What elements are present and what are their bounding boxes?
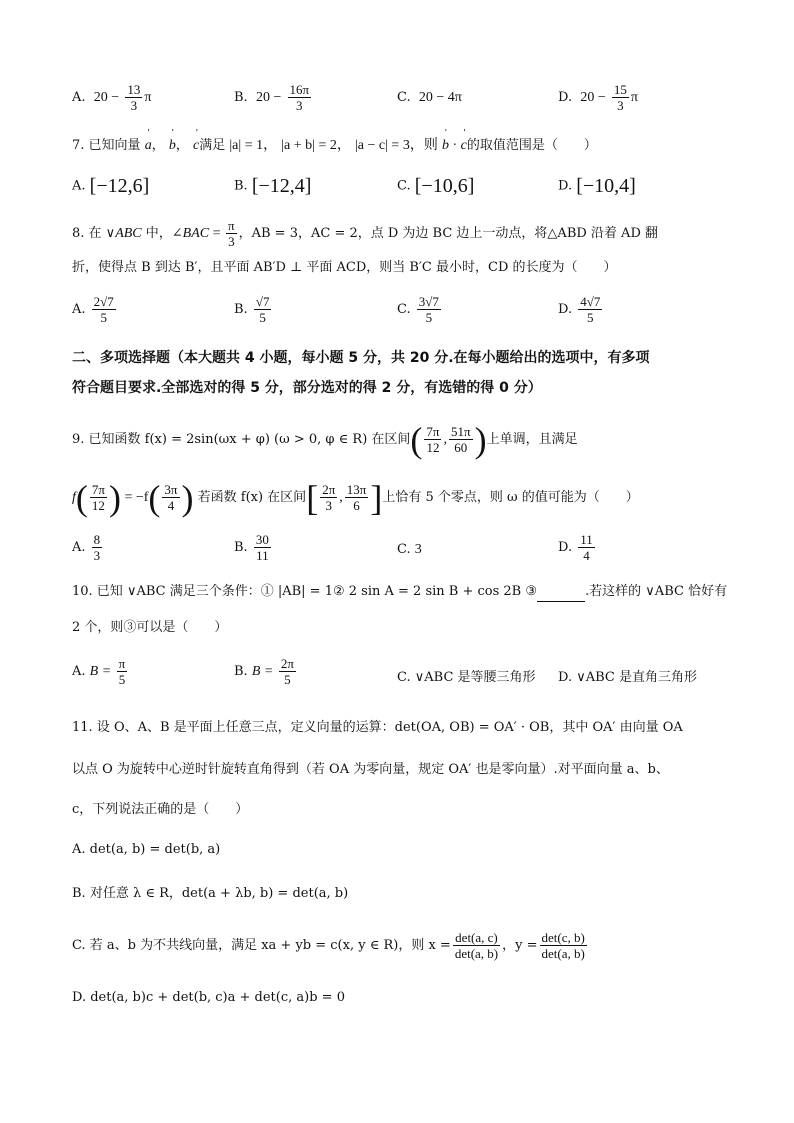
q9-option-c[interactable]: C. 3 <box>397 542 422 557</box>
q7-stem: 7. 已知向量 ' a， ' b， ' c满足 |a| = 1， |a + b| = 2， |a − c| = 3，则 ' b · ' c的取值范围是（ ） <box>72 136 597 156</box>
q10-option-c[interactable]: C. ∨ABC 是等腰三角形 <box>397 670 536 685</box>
vector-a: ' a <box>145 136 152 156</box>
q7-option-d[interactable]: D. [−10,4] <box>558 175 636 197</box>
q7-option-b[interactable]: B. [−12,4] <box>234 175 312 197</box>
q6-option-d[interactable]: D. 20 − $\frac{15}{3}$ π <box>558 82 638 113</box>
q10-stem-line2: 2 个，则③可以是（ ） <box>72 620 228 635</box>
q6-option-c[interactable]: C. 20 − 4π <box>397 90 462 105</box>
q6-option-a[interactable]: A. 20 − $\frac{13}{3}$ π <box>72 82 152 113</box>
q6-option-b[interactable]: B. 20 − $\frac{16\pi}{3}$ <box>234 82 310 113</box>
section-2-heading-line2: 符合题目要求.全部选对的得 5 分，部分选对的得 2 分，有选错的得 0 分） <box>72 380 542 396</box>
q10-option-d[interactable]: D. ∨ABC 是直角三角形 <box>558 670 698 685</box>
q6-d-fraction: $\frac{15}{3}$ <box>613 82 627 113</box>
q8-pi-over-3: $\frac{\pi}{3}$ <box>228 218 235 249</box>
q11-stem-line1: 11. 设 O、A、B 是平面上任意三点，定义向量的运算：det(OA, OB) = OA′ · OB，其中 OA′ 由向量 OA <box>72 720 683 735</box>
q9-option-b[interactable]: B. $\frac{30}{11}$ <box>234 532 269 563</box>
q6-a-fraction: $\frac{13}{3}$ <box>127 82 141 113</box>
q11-option-c[interactable]: C. 若 a、b 为不共线向量，满足 xa + yb = c(x, y ∈ R)，则 x = $\frac{\det(a, c)}{\det(a, b)}$ ，y = $\frac{\det(c, b)}{\det(a, b)}$ <box>72 930 585 961</box>
q9-option-d[interactable]: D. $\frac{11}{4}$ <box>558 532 593 563</box>
q11-option-d[interactable]: D. det(a, b)c + det(b, c)a + det(c, a)b = 0 <box>72 990 345 1005</box>
q6-b-fraction: $\frac{16\pi}{3}$ <box>289 82 310 113</box>
q11-option-a[interactable]: A. det(a, b) = det(b, a) <box>72 842 221 857</box>
q10-option-b[interactable]: B. B = $\frac{2\pi}{5}$ <box>234 656 294 687</box>
q9-stem-line2: f( $\frac{7\pi}{12}$ ) = −f( $\frac{3\pi}{4}$ ) 若函数 f(x) 在区间[ $\frac{2\pi}{3}$ , $\frac{13\pi}{6}$ ]上恰有 5 个零点，则 ω 的值可能为（ ） <box>72 477 639 518</box>
q8-stem-line1: 8. 在 ∨ABC 中，∠BAC = $\frac{\pi}{3}$ ，AB = 3，AC = 2，点 D 为边 BC 边上一动点，将△ABD 沿着 AD 翻 <box>72 218 659 249</box>
q11-option-b[interactable]: B. 对任意 λ ∈ R，det(a + λb, b) = det(a, b) <box>72 886 349 901</box>
vector-b: ' b <box>169 136 176 156</box>
q11-stem-line3: c，下列说法正确的是（ ） <box>72 802 249 817</box>
q9-stem-line1: 9. 已知函数 f(x) = 2sin(ωx + φ) (ω > 0, φ ∈ R) 在区间( $\frac{7\pi}{12}$ , $\frac{51\pi}{60}$ )上单调，且满足 <box>72 419 578 460</box>
q8-option-b[interactable]: B. $\frac{√7}{5}$ <box>234 294 270 325</box>
q11-stem-line2: 以点 O 为旋转中心逆时针旋转直角得到（若 OA 为零向量，规定 OA′ 也是零向量）.对平面向量 a、b、 <box>72 762 669 777</box>
q8-stem-line2: 折，使得点 B 到达 B′，且平面 AB′D ⊥ 平面 ACD，则当 B′C 最小时，CD 的长度为（ ） <box>72 260 617 275</box>
q7-option-c[interactable]: C. [−10,6] <box>397 175 475 197</box>
q8-option-c[interactable]: C. $\frac{3√7}{5}$ <box>397 294 439 325</box>
q10-stem-line1: 10. 已知 ∨ABC 满足三个条件：① |AB| = 1② 2 sin A = 2 sin B + cos 2B ③ .若这样的 ∨ABC 恰好有 <box>72 582 727 602</box>
answer-blank[interactable] <box>537 589 585 602</box>
q8-option-a[interactable]: A. $\frac{2√7}{5}$ <box>72 294 114 325</box>
q7-option-a[interactable]: A. [−12,6] <box>72 175 150 197</box>
q9-option-a[interactable]: A. $\frac{8}{3}$ <box>72 532 101 563</box>
vector-c: ' c <box>193 136 199 156</box>
section-2-heading: 二、多项选择题（本大题共 4 小题，每小题 5 分，共 20 分.在每小题给出的选项中，有多项 <box>72 350 650 366</box>
q8-option-d[interactable]: D. $\frac{4√7}{5}$ <box>558 294 601 325</box>
q10-option-a[interactable]: A. B = $\frac{\pi}{5}$ <box>72 656 126 687</box>
